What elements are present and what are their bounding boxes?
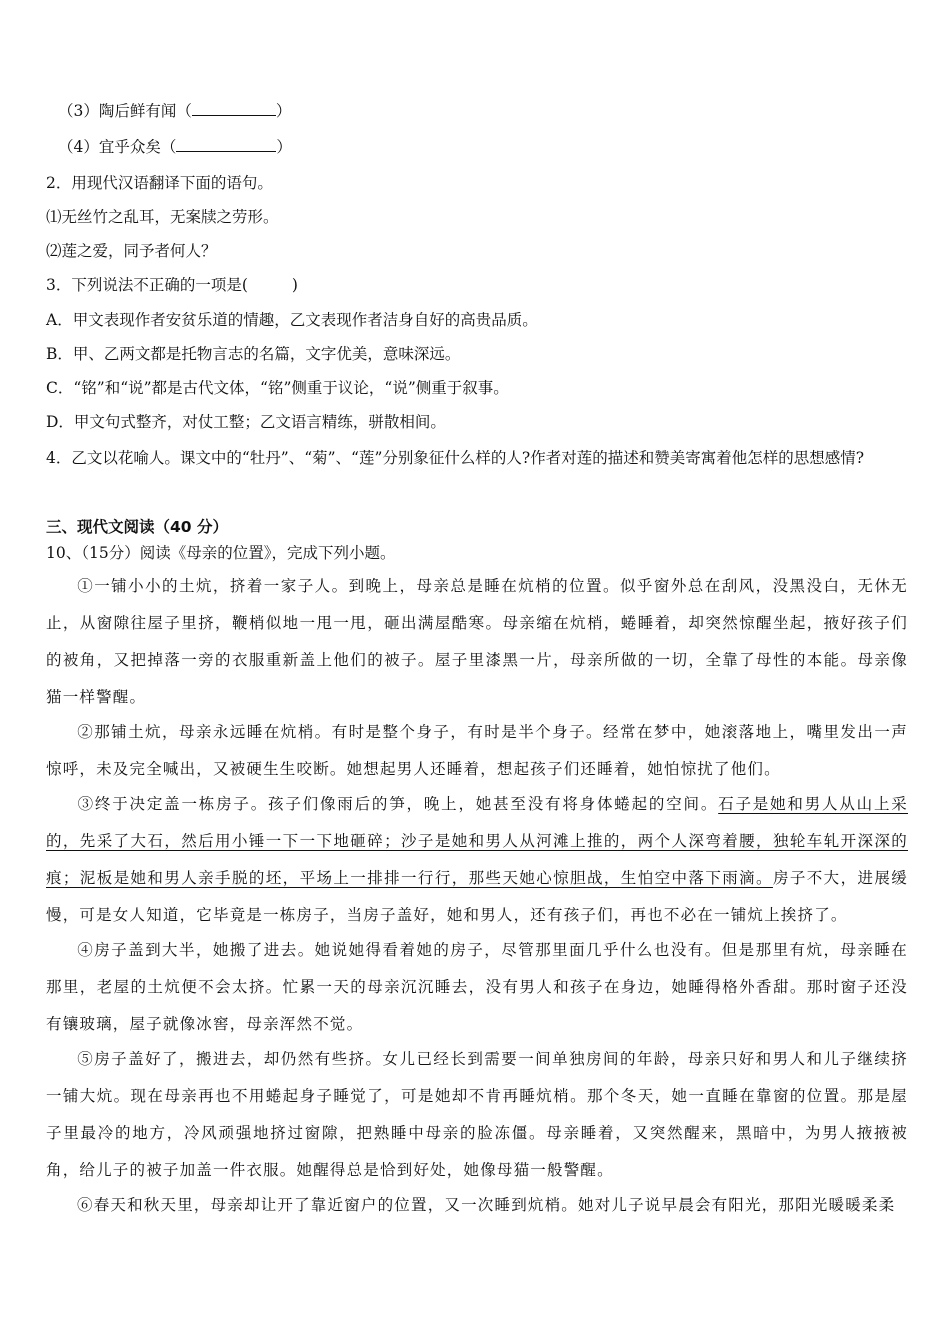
- q2-prompt: 2．用现代汉语翻译下面的语句。: [46, 174, 273, 192]
- q4-prompt: 4．乙文以花喻人。课文中的“牡丹”、“菊”、“莲”分别象征什么样的人?作者对莲的描述和赞美寄寓着他怎样的思想感情?: [46, 449, 865, 467]
- q10-prompt: 10、（15分）阅读《母亲的位置》，完成下列小题。: [46, 544, 396, 562]
- q3-option-b: B．甲、乙两文都是托物言志的名篇，文字优美，意味深远。: [46, 345, 461, 363]
- paragraph-4: ④房子盖到大半，她搬了进去。她说她得看着她的房子，尽管那里面几乎什么也没有。但是那里有炕，母亲睡在那里，老屋的土炕便不会太挤。忙累一天的母亲沉沉睡去，没有男人和孩子在身边，她睡得格外香甜。那时窗子还没有镶玻璃，屋子就像冰窖，母亲浑然不觉。: [46, 941, 908, 1033]
- paragraph-6: ⑥春天和秋天里，母亲却让开了靠近窗户的位置，又一次睡到炕梢。她对儿子说早晨会有阳光，那阳光暖暖柔柔: [77, 1196, 896, 1214]
- q3-option-d: D．甲文句式整齐，对仗工整；乙文语言精练，骈散相间。: [46, 413, 446, 431]
- paragraph-5: ⑤房子盖好了，搬进去，却仍然有些挤。女儿已经长到需要一间单独房间的年龄，母亲只好和男人和儿子继续挤一铺大炕。现在母亲再也不用蜷起身子睡觉了，可是她却不肯再睡炕梢。那个冬天，她一直睡在靠窗的位置。那是屋子里最冷的地方，冷风顽强地挤过窗隙，把熟睡中母亲的脸冻僵。母亲睡着，又突然醒来，黑暗中，为男人掖掖被角，给儿子的被子加盖一件衣服。她醒得总是恰到好处，她像母猫一般警醒。: [46, 1050, 908, 1179]
- q1-item-3: （3）陶后鲜有闻（ ）: [58, 102, 292, 120]
- q2-sentence-1: ⑴无丝竹之乱耳，无案牍之劳形。: [46, 208, 279, 226]
- q1-item-4: （4）宜乎众矣（ ）: [58, 138, 292, 156]
- section-title: 三、现代文阅读（40 分）: [46, 518, 228, 536]
- paragraph-3: ③终于决定盖一栋房子。孩子们像雨后的笋，晚上，她甚至没有将身体蜷起的空间。石子是她和男人从山上采的，先采了大石，然后用小锤一下一下地砸碎；沙子是她和男人从河滩上推的，两个人深弯着腰，独轮车轧开深深的痕；泥板是她和男人亲手脱的坯，平场上一排排一行行，那些天她心惊胆战，生怕空中落下雨滴。房子不大，进展缓慢，可是女人知道，它毕竟是一栋房子，当房子盖好，她和男人，还有孩子们，再也不必在一铺炕上挨挤了。: [46, 795, 908, 924]
- q3-option-a: A．甲文表现作者安贫乐道的情趣，乙文表现作者洁身自好的高贵品质。: [46, 311, 538, 329]
- q2-sentence-2: ⑵莲之爱，同予者何人？: [46, 242, 217, 260]
- answer-blank[interactable]: [192, 101, 276, 116]
- paragraph-2: ②那铺土炕，母亲永远睡在炕梢。有时是整个身子，有时是半个身子。经常在梦中，她滚落地上，嘴里发出一声惊呼，未及完全喊出，又被硬生生咬断。她想起男人还睡着，想起孩子们还睡着，她怕惊扰了他们。: [46, 723, 908, 778]
- paragraph-1: ①一铺小小的土炕，挤着一家子人。到晚上，母亲总是睡在炕梢的位置。似乎窗外总在刮风，没黑没白，无休无止，从窗隙往屋子里挤，鞭梢似地一甩一甩，砸出满屋酷寒。母亲缩在炕梢，蜷睡着，却突然惊醒坐起，掖好孩子们的被角，又把掉落一旁的衣服重新盖上他们的被子。屋子里漆黑一片，母亲所做的一切，全靠了母性的本能。母亲像猫一样警醒。: [46, 577, 908, 706]
- answer-blank[interactable]: [176, 137, 276, 152]
- q3-prompt: 3．下列说法不正确的一项是( ): [46, 276, 298, 294]
- q3-option-c: C．“铭”和“说”都是古代文体，“铭”侧重于议论，“说”侧重于叙事。: [46, 379, 509, 397]
- underlined-passage: 石子是她和男人从山上采的，先采了大石，然后用小锤一下一下地砸碎；沙子是她和男人从河滩上推的，两个人深弯着腰，独轮车轧开深深的痕；泥板是她和男人亲手脱的坯，平场上一排排一行行，那些天她心惊胆战，生怕空中落下雨滴。: [46, 795, 908, 887]
